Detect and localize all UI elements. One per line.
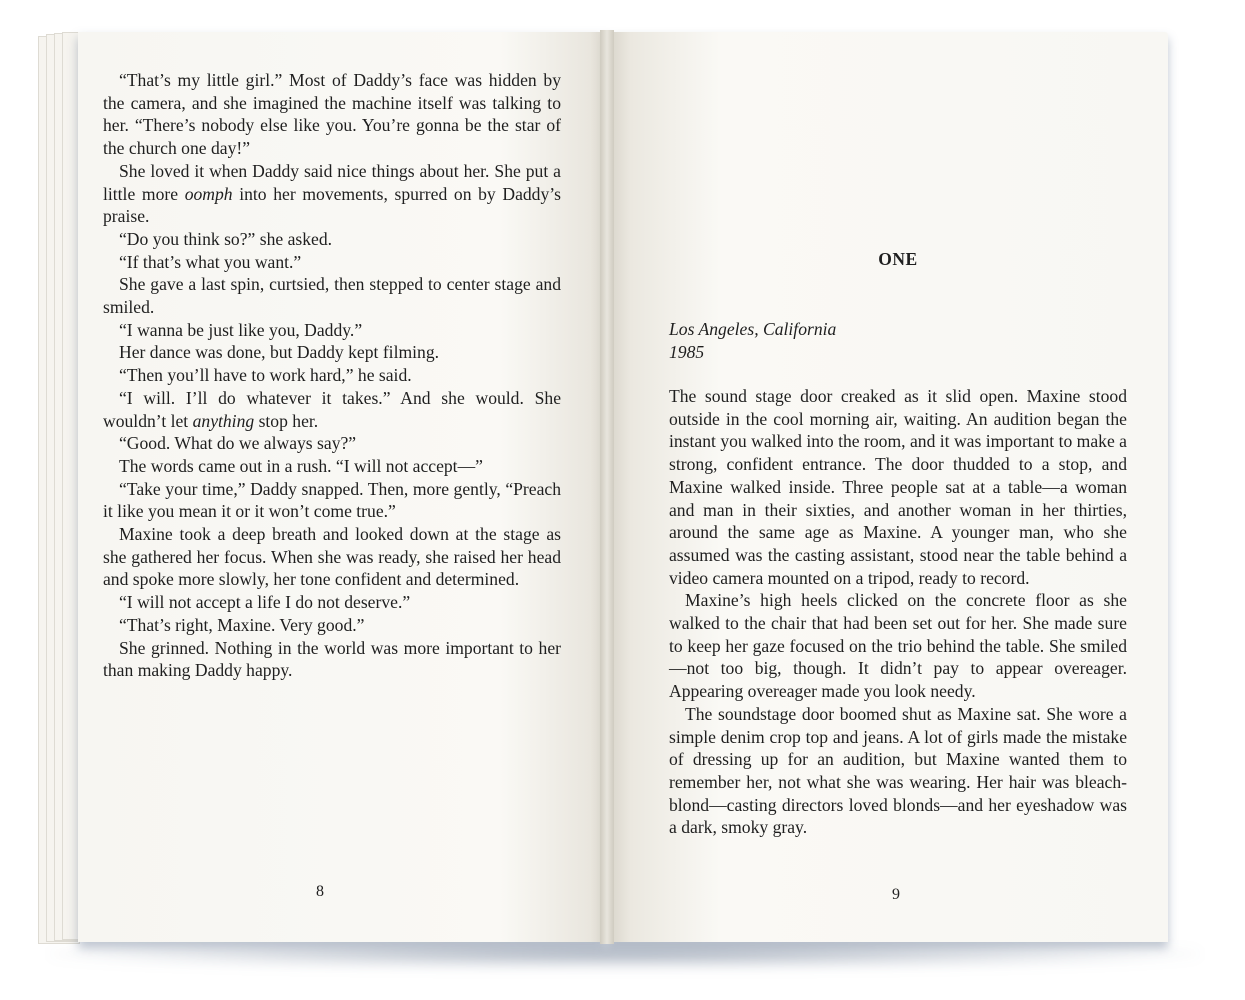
paragraph: She gave a last spin, curtsied, then stepped to center stage and smiled. xyxy=(103,274,561,318)
paragraph: “That’s my little girl.” Most of Daddy’s face was hidden by the camera, and she imagined the machine itself was talking to her. “There’s nobody else like you. You’re gonna be the star of the church one day!” xyxy=(103,70,561,159)
paragraph: She loved it when Daddy said nice things about her. She put a little more oomph into her movements, spurred on by Daddy’s praise. xyxy=(103,160,561,227)
paragraph: She grinned. Nothing in the world was more important to her than making Daddy happy. xyxy=(103,637,561,681)
right-page-text xyxy=(669,385,1127,839)
paragraph: Her dance was done, but Daddy kept filming. xyxy=(119,342,440,363)
paragraph: “If that’s what you want.” xyxy=(119,251,302,272)
book-gutter xyxy=(600,30,614,944)
book-shadow xyxy=(50,940,1200,968)
paragraph: The words came out in a rush. “I will not accept—” xyxy=(119,455,483,476)
page-number: 8 xyxy=(316,883,324,900)
paragraph: “I will. I’ll do whatever it takes.” And she would. She wouldn’t let anything stop her. xyxy=(103,387,561,431)
paragraph: “I wanna be just like you, Daddy.” xyxy=(119,319,363,340)
page-number: 9 xyxy=(892,886,900,903)
paragraph: “That’s right, Maxine. Very good.” xyxy=(119,614,365,635)
paragraph: The sound stage door creaked as it slid open. Maxine stood outside in the cool morning air, waiting. An audition began the instant you walked into the room, and it was important to make a strong, confident entrance. The door thudded to a stop, and Maxine walked inside. Three people sat at a table—a woman and man in their sixties, and another woman in her thirties, around the same age as Maxine. A younger man, who she assumed was the casting assistant, stood near the table behind a video camera mounted on a tripod, ready to record. xyxy=(669,386,1127,588)
chapter-title: ONE xyxy=(878,249,918,269)
paragraph: “I will not accept a life I do not deserve.” xyxy=(119,592,411,613)
paragraph: Maxine took a deep breath and looked down at the stage as she gathered her focus. When she was ready, she raised her head and spoke more slowly, her tone confident and determined. xyxy=(103,524,561,590)
paragraph: “Then you’ll have to work hard,” he said. xyxy=(119,365,412,386)
paragraph: The soundstage door boomed shut as Maxine sat. She wore a simple denim crop top and jeans. A lot of girls made the mistake of dressing up for an audition, but Maxine wanted them to remember her, not what she was wearing. Her hair was bleach-blond—casting directors loved blonds—and her eyeshadow was a dark, smoky gray. xyxy=(669,703,1127,838)
paragraph: Maxine’s high heels clicked on the concrete floor as she walked to the chair that had been set out for her. She made sure to keep her gaze focused on the trio behind the table. She smiled—not too big, though. It didn’t pay to appear overeager. Appearing overeager made you look needy. xyxy=(669,590,1127,702)
chapter-setting xyxy=(669,318,969,363)
paragraph: “Take your time,” Daddy snapped. Then, more gently, “Preach it like you mean it or it won’t come true.” xyxy=(103,478,561,522)
setting-year: 1985 xyxy=(669,341,705,362)
setting-place: Los Angeles, California xyxy=(669,319,837,339)
left-page-text xyxy=(103,69,561,682)
paragraph: “Good. What do we always say?” xyxy=(119,433,357,454)
paragraph: “Do you think so?” she asked. xyxy=(119,228,333,249)
